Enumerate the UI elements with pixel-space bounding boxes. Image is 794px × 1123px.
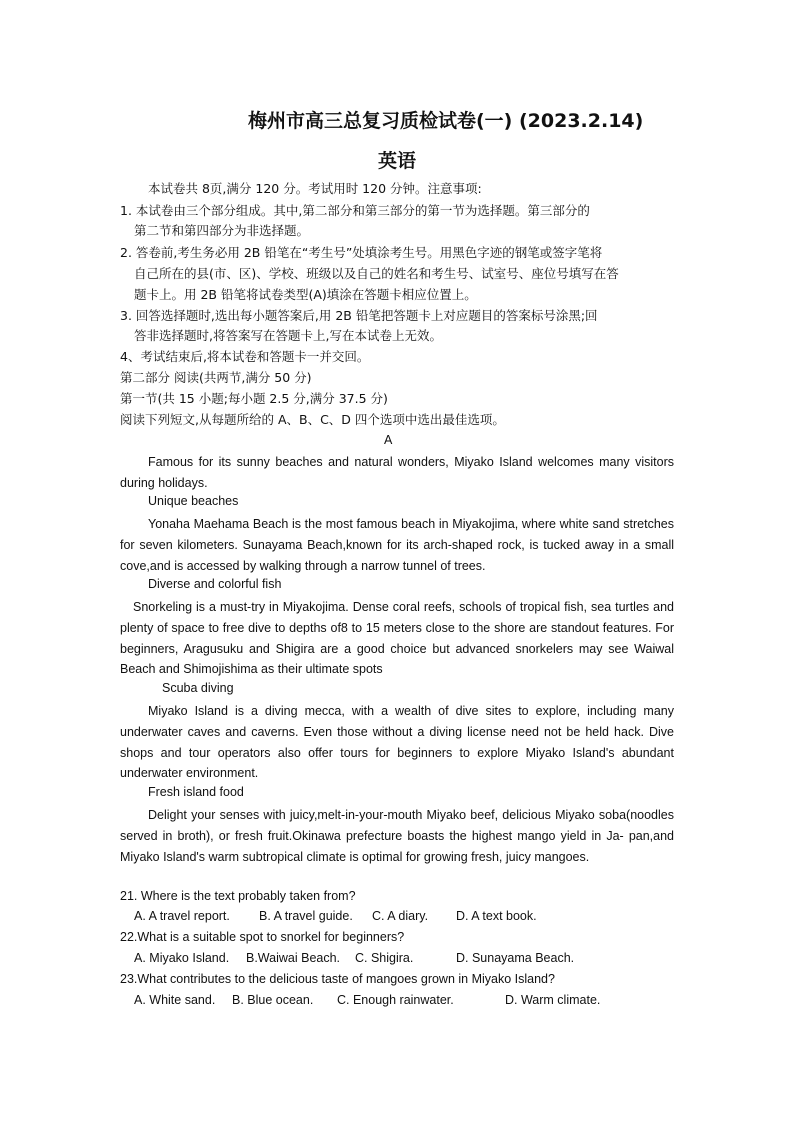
option: D. Sunayama Beach.	[456, 951, 575, 965]
option: D. Warm climate.	[505, 993, 601, 1007]
option: C. Shigira.	[355, 951, 414, 965]
passage-intro	[120, 452, 674, 494]
instruction-line: 4、考试结束后,将本试卷和答题卡一并交回。	[120, 349, 370, 364]
question-stem: 21. Where is the text probably taken from?	[120, 889, 356, 903]
passage-intro-text: Famous for its sunny beaches and natural wonders, Miyako Island welcomes many visitors during holidays.	[120, 455, 674, 490]
passage-paragraph: Delight your senses with juicy,melt-in-your-mouth Miyako beef, delicious Miyako soba(noodles served in broth), or fresh fruit.Okinawa prefecture boasts the highest mango yield in Ja- pan,and Miyako Island's warm subtropical climate is optimal for growing fresh, juicy mangoes.	[120, 808, 674, 864]
passage-heading: Fresh island food	[148, 785, 244, 799]
section-part: 第二部分 阅读(共两节,满分 50 分)	[120, 370, 312, 385]
page-title: 梅州市高三总复习质检试卷(一) (2023.2.14)	[248, 110, 644, 132]
passage-label: A	[384, 433, 393, 447]
instructions-intro: 本试卷共 8页,满分 120 分。考试用时 120 分钟。注意事项:	[148, 181, 482, 196]
option: D. A text book.	[456, 909, 537, 923]
instruction-line: 第二节和第四部分为非选择题。	[134, 223, 310, 238]
instruction-line: 3. 回答选择题时,选出每小题答案后,用 2B 铅笔把答题卡上对应题目的答案标号涂黑;回	[120, 308, 598, 323]
question-stem: 23.What contributes to the delicious taste of mangoes grown in Miyako Island?	[120, 972, 555, 986]
passage-paragraph: Miyako Island is a diving mecca, with a wealth of dive sites to explore, including many underwater caves and caverns. Even those without a diving license need not be held hack. Dive shops and tour operators also offer tours for beginners to explore Miyako Island's abundant underwater environment.	[120, 704, 674, 781]
option: C. Enough rainwater.	[337, 993, 454, 1007]
question-stem: 22.What is a suitable spot to snorkel for beginners?	[120, 930, 405, 944]
option: A. White sand.	[134, 993, 216, 1007]
section-sub: 第一节(共 15 小题;每小题 2.5 分,满分 37.5 分)	[120, 391, 388, 406]
passage-block	[120, 701, 674, 784]
passage-heading: Diverse and colorful fish	[148, 577, 282, 591]
subject-title: 英语	[377, 150, 416, 172]
instruction-line: 自己所在的县(市、区)、学校、班级以及自己的姓名和考生号、试室号、座位号填写在答	[134, 266, 619, 281]
option: B. A travel guide.	[259, 909, 353, 923]
passage-block	[120, 597, 674, 680]
passage-heading: Unique beaches	[148, 494, 239, 508]
instruction-line: 题卡上。用 2B 铅笔将试卷类型(A)填涂在答题卡相应位置上。	[134, 287, 477, 302]
instruction-line: 2. 答卷前,考生务必用 2B 铅笔在“考生号”处填涂考生号。用黑色字迹的钢笔或签字笔将	[120, 245, 603, 260]
option: B. Blue ocean.	[232, 993, 314, 1007]
option: A. A travel report.	[134, 909, 230, 923]
option: B.Waiwai Beach.	[246, 951, 341, 965]
passage-paragraph: Snorkeling is a must-try in Miyakojima. Dense coral reefs, schools of tropical fish, sea turtles and plenty of space to free dive to depths of8 to 15 meters close to the shore are standout features. For beginners, Aragusuku and Shigira are a good choice but advanced snorkelers may see Waiwal Beach and Shimojishima as their ultimate spots	[120, 600, 674, 677]
section-direction: 阅读下列短文,从每题所给的 A、B、C、D 四个选项中选出最佳选项。	[120, 412, 505, 427]
passage-heading: Scuba diving	[162, 681, 234, 695]
instruction-line: 答非选择题时,将答案写在答题卡上,写在本试卷上无效。	[134, 328, 442, 343]
option: A. Miyako Island.	[134, 951, 230, 965]
instruction-line: 1. 本试卷由三个部分组成。其中,第二部分和第三部分的第一节为选择题。第三部分的	[120, 203, 590, 218]
option: C. A diary.	[372, 909, 429, 923]
passage-block	[120, 514, 674, 576]
passage-block	[120, 805, 674, 867]
passage-paragraph: Yonaha Maehama Beach is the most famous beach in Miyakojima, where white sand stretches for seven kilometers. Sunayama Beach,known for its arch-shaped rock, is tucked away in a small cove,and is accessed by walking through a narrow tunnel of trees.	[120, 517, 674, 573]
